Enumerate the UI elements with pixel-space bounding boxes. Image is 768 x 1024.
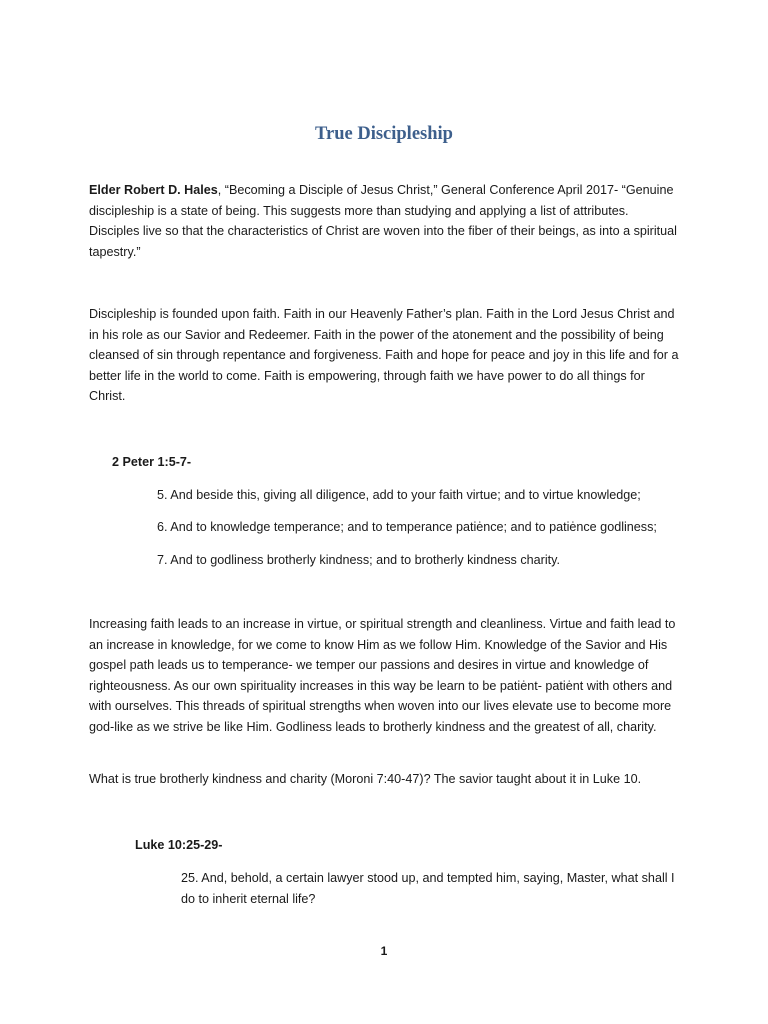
question-paragraph: What is true brotherly kindness and charity (Moroni 7:40-47)? The savior taught about it in Luke 10. (89, 772, 642, 786)
quote-text: , “Becoming a Disciple of Jesus Christ,” General Conference April 2017- “Genuine discipleship is a state of being. This suggests more than studying and applying a list of attributes. Disciples live so that the characteristics of Christ are woven into the fiber of their beings, as into a spiritual tapestry.” (89, 183, 677, 259)
page-number: 1 (380, 944, 388, 958)
document-title: True Discipleship (315, 124, 453, 144)
increasing-faith-paragraph: Increasing faith leads to an increase in virtue, or spiritual strength and cleanliness. Virtue and faith lead to an increase in knowledge, for we come to know Him as we follow Him. Knowledge of the Savior and His gospel path leads us to temperance- we temper our passions and desires in virtue and knowledge of righteousness. As our own spirituality increases in this way be learn to be patiėnt- patiėnt with others and with ourselves. This threads of spiritual strengths when woven into our lives elevate use to become more god-like as we strive be like Him. Godliness leads to brotherly kindness and the greatest of all, charity. (89, 617, 676, 734)
quote-paragraph (89, 180, 679, 262)
quote-author: Elder Robert D. Hales (89, 183, 218, 197)
scripture-verse-peter-5: 5. And beside this, giving all diligence, add to your faith virtue; and to virtue knowledge; (157, 488, 641, 502)
scripture-verse-peter-7: 7. And to godliness brotherly kindness; and to brotherly kindness charity. (157, 553, 560, 567)
scripture-reference-peter: 2 Peter 1:5-7- (112, 455, 192, 469)
scripture-verse-peter-6: 6. And to knowledge temperance; and to temperance patiėnce; and to patiėnce godliness; (157, 520, 657, 534)
scripture-reference-luke: Luke 10:25-29- (135, 838, 223, 852)
scripture-verse-luke-25: 25. And, behold, a certain lawyer stood up, and tempted him, saying, Master, what shall I do to inherit eternal life? (181, 871, 675, 906)
faith-paragraph: Discipleship is founded upon faith. Faith in our Heavenly Father’s plan. Faith in the Lord Jesus Christ and in his role as our Savior and Redeemer. Faith in the power of the atonement and the possibility of being cleansed of sin through repentance and forgiveness. Faith and hope for peace and joy in this life and for a better life in the world to come. Faith is empowering, through faith we have power to do all things for Christ. (89, 307, 679, 404)
